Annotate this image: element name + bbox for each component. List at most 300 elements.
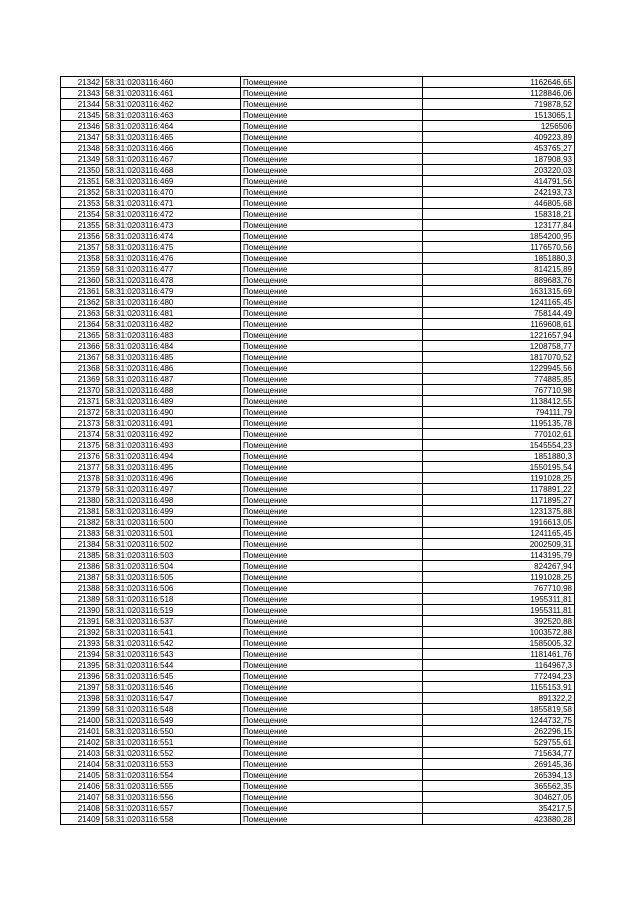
table-row xyxy=(61,737,575,748)
object-type-cell: Помещение xyxy=(241,594,423,605)
object-type-cell: Помещение xyxy=(241,737,423,748)
object-type-cell: Помещение xyxy=(241,132,423,143)
object-type-cell: Помещение xyxy=(241,781,423,792)
table-row xyxy=(61,341,575,352)
cadastral-number-cell: 58:31:0203116:504 xyxy=(103,561,241,572)
row-number-cell: 21348 xyxy=(61,143,103,154)
row-number-cell: 21404 xyxy=(61,759,103,770)
cadastral-number-cell: 58:31:0203116:475 xyxy=(103,242,241,253)
row-number-cell: 21351 xyxy=(61,176,103,187)
cadastral-number-cell: 58:31:0203116:474 xyxy=(103,231,241,242)
row-number-cell: 21389 xyxy=(61,594,103,605)
table-row xyxy=(61,165,575,176)
object-type-cell: Помещение xyxy=(241,451,423,462)
cadastral-value-cell: 1231375,88 xyxy=(423,506,575,517)
row-number-cell: 21362 xyxy=(61,297,103,308)
table-row xyxy=(61,297,575,308)
table-row xyxy=(61,638,575,649)
cadastral-value-cell: 187908,93 xyxy=(423,154,575,165)
cadastral-value-cell: 767710,98 xyxy=(423,583,575,594)
row-number-cell: 21361 xyxy=(61,286,103,297)
cadastral-value-cell: 1155153,91 xyxy=(423,682,575,693)
cadastral-number-cell: 58:31:0203116:506 xyxy=(103,583,241,594)
cadastral-number-cell: 58:31:0203116:479 xyxy=(103,286,241,297)
table-row xyxy=(61,550,575,561)
row-number-cell: 21397 xyxy=(61,682,103,693)
row-number-cell: 21382 xyxy=(61,517,103,528)
cadastral-value-cell: 446805,68 xyxy=(423,198,575,209)
object-type-cell: Помещение xyxy=(241,385,423,396)
cadastral-number-cell: 58:31:0203116:484 xyxy=(103,341,241,352)
row-number-cell: 21385 xyxy=(61,550,103,561)
object-type-cell: Помещение xyxy=(241,187,423,198)
object-type-cell: Помещение xyxy=(241,660,423,671)
row-number-cell: 21387 xyxy=(61,572,103,583)
cadastral-value-cell: 203220,03 xyxy=(423,165,575,176)
row-number-cell: 21342 xyxy=(61,77,103,88)
table-row xyxy=(61,319,575,330)
row-number-cell: 21394 xyxy=(61,649,103,660)
row-number-cell: 21381 xyxy=(61,506,103,517)
cadastral-number-cell: 58:31:0203116:496 xyxy=(103,473,241,484)
cadastral-value-cell: 269145,36 xyxy=(423,759,575,770)
row-number-cell: 21368 xyxy=(61,363,103,374)
table-row xyxy=(61,451,575,462)
row-number-cell: 21402 xyxy=(61,737,103,748)
table-row xyxy=(61,396,575,407)
cadastral-number-cell: 58:31:0203116:549 xyxy=(103,715,241,726)
cadastral-number-cell: 58:31:0203116:554 xyxy=(103,770,241,781)
table-row xyxy=(61,473,575,484)
object-type-cell: Помещение xyxy=(241,275,423,286)
cadastral-value-cell: 1143195,79 xyxy=(423,550,575,561)
object-type-cell: Помещение xyxy=(241,330,423,341)
object-type-cell: Помещение xyxy=(241,561,423,572)
table-row xyxy=(61,88,575,99)
row-number-cell: 21359 xyxy=(61,264,103,275)
cadastral-value-cell: 1550195,54 xyxy=(423,462,575,473)
cadastral-number-cell: 58:31:0203116:489 xyxy=(103,396,241,407)
table-row xyxy=(61,715,575,726)
cadastral-value-cell: 758144,49 xyxy=(423,308,575,319)
object-type-cell: Помещение xyxy=(241,198,423,209)
table-row xyxy=(61,110,575,121)
cadastral-value-cell: 1241165,45 xyxy=(423,528,575,539)
object-type-cell: Помещение xyxy=(241,583,423,594)
cadastral-number-cell: 58:31:0203116:487 xyxy=(103,374,241,385)
table-row xyxy=(61,814,575,825)
object-type-cell: Помещение xyxy=(241,319,423,330)
table-row xyxy=(61,759,575,770)
row-number-cell: 21409 xyxy=(61,814,103,825)
cadastral-value-cell: 1178891,22 xyxy=(423,484,575,495)
table-row xyxy=(61,671,575,682)
object-type-cell: Помещение xyxy=(241,803,423,814)
table-row xyxy=(61,704,575,715)
object-type-cell: Помещение xyxy=(241,220,423,231)
cadastral-value-cell: 1003572,88 xyxy=(423,627,575,638)
cadastral-number-cell: 58:31:0203116:485 xyxy=(103,352,241,363)
table-row xyxy=(61,286,575,297)
row-number-cell: 21369 xyxy=(61,374,103,385)
cadastral-value-cell: 1169608,61 xyxy=(423,319,575,330)
cadastral-number-cell: 58:31:0203116:470 xyxy=(103,187,241,198)
cadastral-number-cell: 58:31:0203116:469 xyxy=(103,176,241,187)
cadastral-value-cell: 1171895,27 xyxy=(423,495,575,506)
object-type-cell: Помещение xyxy=(241,605,423,616)
cadastral-number-cell: 58:31:0203116:499 xyxy=(103,506,241,517)
row-number-cell: 21403 xyxy=(61,748,103,759)
table-row xyxy=(61,374,575,385)
row-number-cell: 21391 xyxy=(61,616,103,627)
cadastral-value-cell: 158318,21 xyxy=(423,209,575,220)
row-number-cell: 21400 xyxy=(61,715,103,726)
object-type-cell: Помещение xyxy=(241,671,423,682)
cadastral-value-cell: 1221657,94 xyxy=(423,330,575,341)
cadastral-number-cell: 58:31:0203116:481 xyxy=(103,308,241,319)
cadastral-value-cell: 304627,05 xyxy=(423,792,575,803)
cadastral-number-cell: 58:31:0203116:558 xyxy=(103,814,241,825)
cadastral-number-cell: 58:31:0203116:478 xyxy=(103,275,241,286)
table-body xyxy=(61,77,575,825)
cadastral-number-cell: 58:31:0203116:465 xyxy=(103,132,241,143)
cadastral-number-cell: 58:31:0203116:503 xyxy=(103,550,241,561)
cadastral-value-cell: 1851880,3 xyxy=(423,451,575,462)
object-type-cell: Помещение xyxy=(241,297,423,308)
table-row xyxy=(61,528,575,539)
object-type-cell: Помещение xyxy=(241,495,423,506)
cadastral-value-cell: 1138412,55 xyxy=(423,396,575,407)
cadastral-value-cell: 265394,13 xyxy=(423,770,575,781)
table-row xyxy=(61,594,575,605)
cadastral-value-cell: 392520,88 xyxy=(423,616,575,627)
cadastral-number-cell: 58:31:0203116:519 xyxy=(103,605,241,616)
cadastral-value-cell: 1513065,1 xyxy=(423,110,575,121)
row-number-cell: 21345 xyxy=(61,110,103,121)
row-number-cell: 21405 xyxy=(61,770,103,781)
cadastral-value-cell: 1585005,32 xyxy=(423,638,575,649)
row-number-cell: 21364 xyxy=(61,319,103,330)
row-number-cell: 21388 xyxy=(61,583,103,594)
object-type-cell: Помещение xyxy=(241,209,423,220)
cadastral-value-cell: 1955311,81 xyxy=(423,605,575,616)
table-row xyxy=(61,132,575,143)
row-number-cell: 21343 xyxy=(61,88,103,99)
row-number-cell: 21371 xyxy=(61,396,103,407)
cadastral-number-cell: 58:31:0203116:477 xyxy=(103,264,241,275)
object-type-cell: Помещение xyxy=(241,429,423,440)
row-number-cell: 21357 xyxy=(61,242,103,253)
cadastral-number-cell: 58:31:0203116:550 xyxy=(103,726,241,737)
row-number-cell: 21355 xyxy=(61,220,103,231)
table-row xyxy=(61,649,575,660)
cadastral-value-cell: 767710,98 xyxy=(423,385,575,396)
cadastral-value-cell: 1191028,25 xyxy=(423,473,575,484)
table-row xyxy=(61,429,575,440)
table-row xyxy=(61,561,575,572)
object-type-cell: Помещение xyxy=(241,638,423,649)
row-number-cell: 21375 xyxy=(61,440,103,451)
cadastral-number-cell: 58:31:0203116:542 xyxy=(103,638,241,649)
table-row xyxy=(61,407,575,418)
row-number-cell: 21406 xyxy=(61,781,103,792)
cadastral-value-cell: 1955311,81 xyxy=(423,594,575,605)
object-type-cell: Помещение xyxy=(241,550,423,561)
object-type-cell: Помещение xyxy=(241,77,423,88)
cadastral-value-cell: 1128846,06 xyxy=(423,88,575,99)
cadastral-value-cell: 770102,61 xyxy=(423,429,575,440)
table-row xyxy=(61,539,575,550)
cadastral-number-cell: 58:31:0203116:491 xyxy=(103,418,241,429)
table-row xyxy=(61,781,575,792)
row-number-cell: 21396 xyxy=(61,671,103,682)
row-number-cell: 21356 xyxy=(61,231,103,242)
row-number-cell: 21383 xyxy=(61,528,103,539)
object-type-cell: Помещение xyxy=(241,693,423,704)
table-row xyxy=(61,616,575,627)
object-type-cell: Помещение xyxy=(241,462,423,473)
object-type-cell: Помещение xyxy=(241,407,423,418)
table-row xyxy=(61,209,575,220)
cadastral-value-cell: 891322,2 xyxy=(423,693,575,704)
object-type-cell: Помещение xyxy=(241,506,423,517)
object-type-cell: Помещение xyxy=(241,352,423,363)
cadastral-number-cell: 58:31:0203116:480 xyxy=(103,297,241,308)
cadastral-number-cell: 58:31:0203116:488 xyxy=(103,385,241,396)
table-row xyxy=(61,792,575,803)
table-row xyxy=(61,770,575,781)
cadastral-value-cell: 1176570,56 xyxy=(423,242,575,253)
cadastral-number-cell: 58:31:0203116:482 xyxy=(103,319,241,330)
object-type-cell: Помещение xyxy=(241,814,423,825)
table-row xyxy=(61,308,575,319)
cadastral-value-cell: 453765,27 xyxy=(423,143,575,154)
table-row xyxy=(61,418,575,429)
cadastral-number-cell: 58:31:0203116:547 xyxy=(103,693,241,704)
cadastral-value-cell: 1256506 xyxy=(423,121,575,132)
row-number-cell: 21398 xyxy=(61,693,103,704)
object-type-cell: Помещение xyxy=(241,374,423,385)
table-row xyxy=(61,99,575,110)
cadastral-number-cell: 58:31:0203116:495 xyxy=(103,462,241,473)
cadastral-number-cell: 58:31:0203116:461 xyxy=(103,88,241,99)
object-type-cell: Помещение xyxy=(241,418,423,429)
cadastral-number-cell: 58:31:0203116:460 xyxy=(103,77,241,88)
cadastral-value-cell: 719878,52 xyxy=(423,99,575,110)
table-row xyxy=(61,506,575,517)
cadastral-number-cell: 58:31:0203116:497 xyxy=(103,484,241,495)
cadastral-number-cell: 58:31:0203116:466 xyxy=(103,143,241,154)
object-type-cell: Помещение xyxy=(241,484,423,495)
object-type-cell: Помещение xyxy=(241,396,423,407)
cadastral-value-cell: 824267,94 xyxy=(423,561,575,572)
object-type-cell: Помещение xyxy=(241,242,423,253)
cadastral-value-cell: 814215,89 xyxy=(423,264,575,275)
object-type-cell: Помещение xyxy=(241,110,423,121)
cadastral-number-cell: 58:31:0203116:541 xyxy=(103,627,241,638)
cadastral-value-cell: 1229945,56 xyxy=(423,363,575,374)
object-type-cell: Помещение xyxy=(241,682,423,693)
object-type-cell: Помещение xyxy=(241,627,423,638)
cadastral-value-cell: 262296,15 xyxy=(423,726,575,737)
object-type-cell: Помещение xyxy=(241,616,423,627)
row-number-cell: 21347 xyxy=(61,132,103,143)
table-row xyxy=(61,583,575,594)
cadastral-value-cell: 1195135,78 xyxy=(423,418,575,429)
object-type-cell: Помещение xyxy=(241,286,423,297)
object-type-cell: Помещение xyxy=(241,539,423,550)
cadastral-value-cell: 1191028,25 xyxy=(423,572,575,583)
row-number-cell: 21401 xyxy=(61,726,103,737)
table-row xyxy=(61,660,575,671)
table-row xyxy=(61,363,575,374)
cadastral-value-cell: 1855819,58 xyxy=(423,704,575,715)
object-type-cell: Помещение xyxy=(241,154,423,165)
cadastral-number-cell: 58:31:0203116:546 xyxy=(103,682,241,693)
row-number-cell: 21408 xyxy=(61,803,103,814)
table-row xyxy=(61,220,575,231)
cadastral-value-cell: 354217,5 xyxy=(423,803,575,814)
row-number-cell: 21366 xyxy=(61,341,103,352)
table-row xyxy=(61,572,575,583)
object-type-cell: Помещение xyxy=(241,440,423,451)
object-type-cell: Помещение xyxy=(241,770,423,781)
cadastral-value-cell: 1164967,3 xyxy=(423,660,575,671)
row-number-cell: 21350 xyxy=(61,165,103,176)
cadastral-value-cell: 715634,77 xyxy=(423,748,575,759)
row-number-cell: 21407 xyxy=(61,792,103,803)
cadastral-number-cell: 58:31:0203116:553 xyxy=(103,759,241,770)
row-number-cell: 21399 xyxy=(61,704,103,715)
object-type-cell: Помещение xyxy=(241,715,423,726)
cadastral-value-cell: 1244732,75 xyxy=(423,715,575,726)
cadastral-value-cell: 1545554,23 xyxy=(423,440,575,451)
row-number-cell: 21390 xyxy=(61,605,103,616)
table-row xyxy=(61,231,575,242)
object-type-cell: Помещение xyxy=(241,726,423,737)
row-number-cell: 21363 xyxy=(61,308,103,319)
table-row xyxy=(61,154,575,165)
cadastral-number-cell: 58:31:0203116:472 xyxy=(103,209,241,220)
cadastral-value-cell: 423880,28 xyxy=(423,814,575,825)
cadastral-number-cell: 58:31:0203116:518 xyxy=(103,594,241,605)
table-row xyxy=(61,77,575,88)
cadastral-value-cell: 794111,79 xyxy=(423,407,575,418)
cadastral-number-cell: 58:31:0203116:548 xyxy=(103,704,241,715)
object-type-cell: Помещение xyxy=(241,264,423,275)
table-row xyxy=(61,462,575,473)
table-row xyxy=(61,198,575,209)
cadastral-number-cell: 58:31:0203116:552 xyxy=(103,748,241,759)
cadastral-number-cell: 58:31:0203116:467 xyxy=(103,154,241,165)
cadastral-value-cell: 1241165,45 xyxy=(423,297,575,308)
row-number-cell: 21367 xyxy=(61,352,103,363)
row-number-cell: 21374 xyxy=(61,429,103,440)
table-row xyxy=(61,330,575,341)
row-number-cell: 21386 xyxy=(61,561,103,572)
cadastral-number-cell: 58:31:0203116:471 xyxy=(103,198,241,209)
cadastral-number-cell: 58:31:0203116:493 xyxy=(103,440,241,451)
object-type-cell: Помещение xyxy=(241,748,423,759)
row-number-cell: 21353 xyxy=(61,198,103,209)
table-row xyxy=(61,605,575,616)
cadastral-value-cell: 1181461,76 xyxy=(423,649,575,660)
row-number-cell: 21373 xyxy=(61,418,103,429)
row-number-cell: 21392 xyxy=(61,627,103,638)
cadastral-number-cell: 58:31:0203116:492 xyxy=(103,429,241,440)
cadastral-value-cell: 1817070,52 xyxy=(423,352,575,363)
object-type-cell: Помещение xyxy=(241,165,423,176)
table-row xyxy=(61,440,575,451)
row-number-cell: 21377 xyxy=(61,462,103,473)
cadastral-value-cell: 242193,73 xyxy=(423,187,575,198)
cadastral-value-cell: 1916613,05 xyxy=(423,517,575,528)
row-number-cell: 21380 xyxy=(61,495,103,506)
row-number-cell: 21384 xyxy=(61,539,103,550)
row-number-cell: 21365 xyxy=(61,330,103,341)
table-row xyxy=(61,352,575,363)
cadastral-number-cell: 58:31:0203116:463 xyxy=(103,110,241,121)
row-number-cell: 21379 xyxy=(61,484,103,495)
cadastral-number-cell: 58:31:0203116:490 xyxy=(103,407,241,418)
table-row xyxy=(61,264,575,275)
cadastral-value-cell: 774885,85 xyxy=(423,374,575,385)
cadastral-number-cell: 58:31:0203116:473 xyxy=(103,220,241,231)
table-row xyxy=(61,253,575,264)
cadastral-number-cell: 58:31:0203116:555 xyxy=(103,781,241,792)
object-type-cell: Помещение xyxy=(241,473,423,484)
object-type-cell: Помещение xyxy=(241,253,423,264)
cadastral-number-cell: 58:31:0203116:464 xyxy=(103,121,241,132)
object-type-cell: Помещение xyxy=(241,176,423,187)
cadastral-number-cell: 58:31:0203116:501 xyxy=(103,528,241,539)
cadastral-number-cell: 58:31:0203116:462 xyxy=(103,99,241,110)
table-row xyxy=(61,484,575,495)
cadastral-number-cell: 58:31:0203116:483 xyxy=(103,330,241,341)
cadastral-number-cell: 58:31:0203116:505 xyxy=(103,572,241,583)
object-type-cell: Помещение xyxy=(241,231,423,242)
table-row xyxy=(61,275,575,286)
row-number-cell: 21360 xyxy=(61,275,103,286)
table-row xyxy=(61,495,575,506)
object-type-cell: Помещение xyxy=(241,308,423,319)
cadastral-number-cell: 58:31:0203116:537 xyxy=(103,616,241,627)
cadastral-number-cell: 58:31:0203116:556 xyxy=(103,792,241,803)
cadastral-number-cell: 58:31:0203116:476 xyxy=(103,253,241,264)
object-type-cell: Помещение xyxy=(241,99,423,110)
row-number-cell: 21393 xyxy=(61,638,103,649)
cadastral-value-cell: 1631315,69 xyxy=(423,286,575,297)
table-row xyxy=(61,726,575,737)
row-number-cell: 21372 xyxy=(61,407,103,418)
row-number-cell: 21358 xyxy=(61,253,103,264)
cadastral-number-cell: 58:31:0203116:544 xyxy=(103,660,241,671)
row-number-cell: 21395 xyxy=(61,660,103,671)
cadastral-number-cell: 58:31:0203116:551 xyxy=(103,737,241,748)
object-type-cell: Помещение xyxy=(241,572,423,583)
cadastral-value-cell: 1162646,65 xyxy=(423,77,575,88)
cadastral-number-cell: 58:31:0203116:557 xyxy=(103,803,241,814)
object-type-cell: Помещение xyxy=(241,528,423,539)
table-row xyxy=(61,517,575,528)
cadastral-value-cell: 1854200,95 xyxy=(423,231,575,242)
cadastral-value-cell: 1851880,3 xyxy=(423,253,575,264)
object-type-cell: Помещение xyxy=(241,704,423,715)
table-row xyxy=(61,748,575,759)
object-type-cell: Помещение xyxy=(241,341,423,352)
cadastral-number-cell: 58:31:0203116:545 xyxy=(103,671,241,682)
table-row xyxy=(61,176,575,187)
